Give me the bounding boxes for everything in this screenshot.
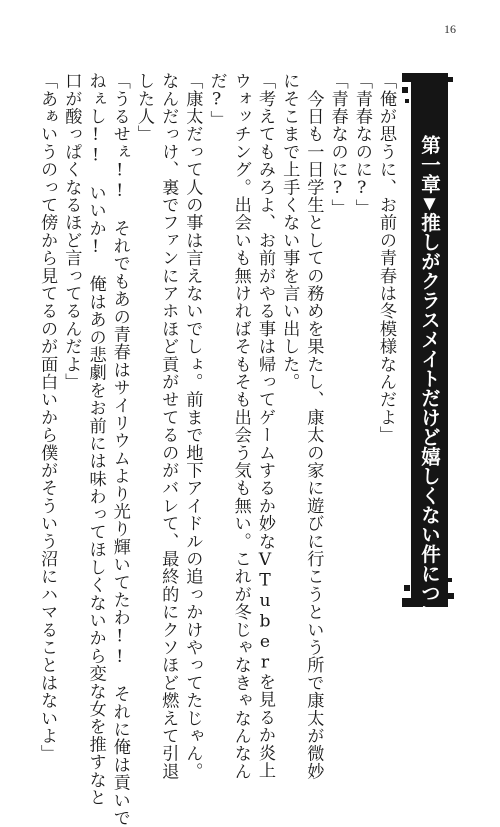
chapter-triangle-icon: ▼	[420, 193, 439, 213]
body-line: にそこまで上手くない事を言い出した。	[279, 72, 300, 391]
band-notch-bottom-2	[404, 585, 410, 591]
body-line: 「青春なのに?」	[327, 72, 348, 217]
page-number: 16	[444, 22, 456, 36]
chapter-heading	[411, 135, 448, 642]
body-text	[37, 72, 398, 827]
body-line: ウォッチング。出会いも無ければそもそも出会う気も無い。これが冬じゃなきゃなんなん	[230, 72, 251, 780]
body-line: 「うるせぇ!! それでもあの青春はサイリウムより光り輝いてたわ!! それに俺は貢いで	[109, 72, 130, 827]
band-notch-bottom	[402, 598, 411, 607]
body-line: 今日も一日学生としての務めを果たし、康太の家に遊びに行こうという所で康太が微妙	[303, 72, 324, 780]
body-line: 「あぁいうのって傍から見てるのが面白いから僕がそういう沼にハマることはないよ」	[37, 72, 58, 763]
band-notch-bottom-3	[448, 593, 454, 599]
chapter-title-band	[411, 73, 448, 642]
body-line: 「康太だって人の事は言えないでしょ。前まで地下アイドルの追っかけやってたじゃん。	[182, 72, 203, 780]
body-line: した人」	[133, 72, 154, 143]
body-line: なんだっけ、裏でファンにアホほど貢がせてるのがバレて、最終的にクソほど燃えて引退	[158, 72, 179, 780]
chapter-title: 推しがクラスメイトだけど嬉しくない件について	[418, 212, 441, 642]
band-notch-top-2	[402, 87, 408, 93]
body-line: 「考えてもみろよ、お前がやる事は帰ってゲームするか妙なVTuberを見るか炎上	[254, 72, 275, 780]
band-notch-top-4	[448, 77, 453, 82]
band-notch-bottom-4	[448, 578, 452, 582]
body-line: 「青春なのに?」	[351, 72, 372, 217]
body-line: 口が酸っぱくなるほど言ってるんだよ」	[61, 72, 82, 391]
band-notch-top	[402, 73, 411, 82]
band-notch-top-3	[405, 99, 409, 103]
body-line: ねぇし!! いいか! 俺はあの悲劇をお前には味わってほしくないから変な女を推すなと	[85, 72, 106, 807]
body-line: だ?」	[206, 72, 227, 128]
body-line: 「俺が思うに、お前の青春は冬模様なんだよ」	[376, 72, 396, 444]
chapter-label: 第一章	[418, 135, 441, 194]
